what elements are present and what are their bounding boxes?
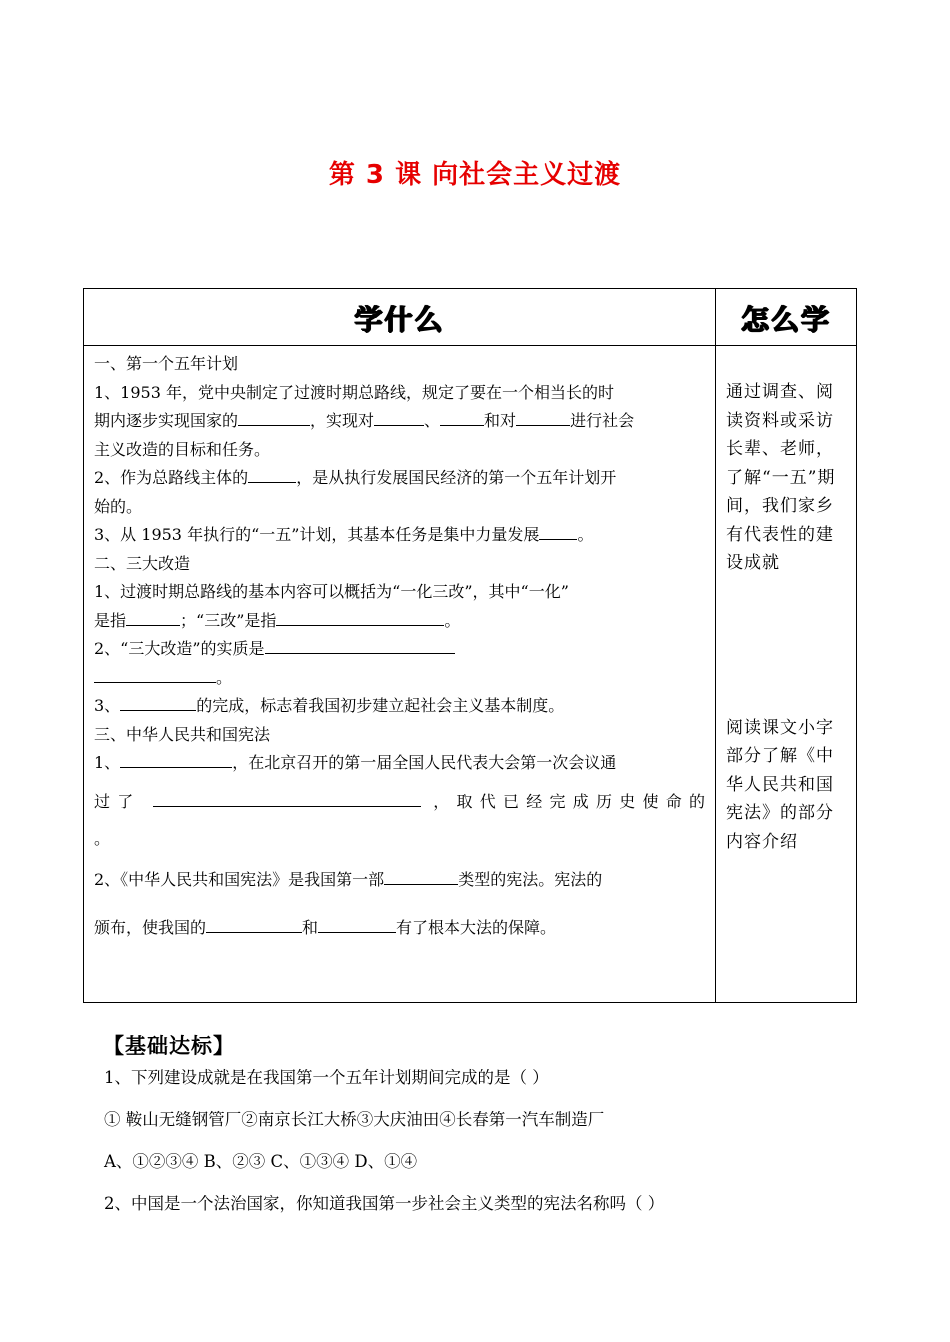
blank[interactable] xyxy=(248,465,296,483)
text: ，在北京召开的第一届全国人民代表大会第一次会议通 xyxy=(232,753,617,772)
text: ，取代已经完成历史使命的 xyxy=(433,791,705,811)
practice-question-1-items: ① 鞍山无缝钢管厂②南京长江大桥③大庆油田④长春第一汽车制造厂 xyxy=(104,1110,605,1129)
text: ，是从执行发展国民经济的第一个五年计划开 xyxy=(296,468,617,487)
text: 有了根本大法的保障。 xyxy=(396,917,557,937)
text: 2、“三大改造”的实质是 xyxy=(94,639,265,658)
s1-q1-line1: 1、1953 年，党中央制定了过渡时期总路线，规定了要在一个相当长的时 xyxy=(94,382,614,402)
content-cell xyxy=(84,346,716,1003)
blank[interactable] xyxy=(374,408,424,426)
s2-q2-line1 xyxy=(94,635,705,664)
header-how-to-learn-text: 怎么学 xyxy=(740,303,831,336)
blank[interactable] xyxy=(539,522,577,540)
section-2-heading: 二、三大改造 xyxy=(94,553,191,573)
s3-q1-line3: 。 xyxy=(94,828,111,848)
blank[interactable] xyxy=(440,408,484,426)
text: 和对 xyxy=(484,411,517,430)
practice-question-2: 2、中国是一个法治国家，你知道我国第一步社会主义类型的宪法名称吗（ ） xyxy=(104,1194,665,1213)
study-table xyxy=(83,288,857,1003)
s1-q3-line1 xyxy=(94,521,705,550)
s3-q2-line1 xyxy=(94,856,705,904)
text: 颁布，使我国的 xyxy=(94,917,207,937)
text: 1、 xyxy=(94,753,121,772)
practice-heading: 【基础达标】 xyxy=(103,1034,235,1058)
text: 进行社会 xyxy=(570,411,635,430)
text: 3、从 1953 年执行的“一五”计划，其基本任务是集中力量发展 xyxy=(94,525,540,544)
text: 。 xyxy=(216,667,233,687)
text: 和 xyxy=(302,917,319,937)
section-3-heading: 三、中华人民共和国宪法 xyxy=(94,724,271,744)
s1-q2-line2: 始的。 xyxy=(94,496,143,516)
method-note-constitution: 阅读课文小字部分了解《中华人民共和国宪法》的部分内容介绍 xyxy=(726,717,834,852)
page-title: 第 3 课 向社会主义过渡 xyxy=(328,160,622,190)
s2-q3-line1 xyxy=(94,692,705,721)
text: 的完成，标志着我国初步建立起社会主义基本制度。 xyxy=(196,696,565,715)
header-what-to-learn-text: 学什么 xyxy=(354,303,445,336)
text: 。 xyxy=(444,610,461,630)
text: 类型的宪法。宪法的 xyxy=(458,869,603,889)
s2-q1-line2 xyxy=(94,607,705,636)
s3-q1-line1 xyxy=(94,749,705,778)
text: 。 xyxy=(577,525,594,544)
header-what-to-learn xyxy=(84,289,716,346)
practice-question-1: 1、下列建设成就是在我国第一个五年计划期间完成的是（ ） xyxy=(104,1068,549,1087)
text: ，实现对 xyxy=(310,411,375,430)
blank[interactable] xyxy=(206,915,302,933)
section-1-heading: 一、第一个五年计划 xyxy=(94,354,239,373)
s1-q1-line3: 主义改造的目标和任务。 xyxy=(94,439,271,459)
text: 、 xyxy=(424,411,441,430)
text: 2、作为总路线主体的 xyxy=(94,468,249,487)
blank[interactable] xyxy=(120,750,232,768)
blank[interactable] xyxy=(153,789,421,807)
blank[interactable] xyxy=(120,693,196,711)
text: 是指 xyxy=(94,610,127,630)
s2-q1-line1: 1、过渡时期总路线的基本内容可以概括为“一化三改”，其中“一化” xyxy=(94,582,569,601)
text: 2、《中华人民共和国宪法》是我国第一部 xyxy=(94,869,385,889)
blank[interactable] xyxy=(94,665,216,683)
blank[interactable] xyxy=(516,408,570,426)
s3-q1-line2 xyxy=(94,778,705,826)
blank[interactable] xyxy=(276,608,444,626)
blank[interactable] xyxy=(126,608,180,626)
text: 期内逐步实现国家的 xyxy=(94,411,239,430)
s3-q2-line2 xyxy=(94,904,705,952)
text: 3、 xyxy=(94,696,121,715)
s2-q2-line2 xyxy=(94,664,705,693)
text: 过了 xyxy=(94,791,141,811)
header-how-to-learn xyxy=(716,289,857,346)
s1-q2-line1 xyxy=(94,464,705,493)
blank[interactable] xyxy=(238,408,310,426)
blank[interactable] xyxy=(318,915,396,933)
blank[interactable] xyxy=(265,636,455,654)
blank[interactable] xyxy=(384,867,458,885)
text: ；“三改”是指 xyxy=(180,610,277,630)
method-note-survey: 通过调查、阅读资料或采访长辈、老师，了解“一五”期间，我们家乡有代表性的建设成就 xyxy=(726,382,836,573)
s1-q1-line2 xyxy=(94,407,705,436)
practice-question-1-options: A、①②③④ B、②③ C、①③④ D、①④ xyxy=(104,1152,418,1171)
method-cell xyxy=(716,346,857,1003)
